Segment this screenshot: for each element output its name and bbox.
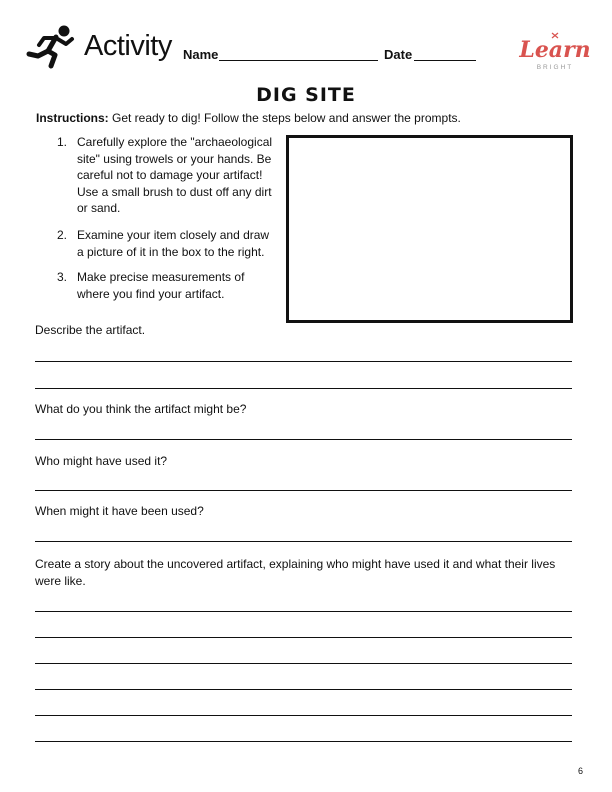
learn-bright-logo: [518, 30, 592, 72]
instructions-text: Get ready to dig! Follow the steps below and answer the prompts.: [108, 111, 461, 125]
question-describe: Describe the artifact.: [35, 323, 146, 337]
step-text: Make precise measurements of where you find your artifact.: [77, 270, 245, 301]
answer-line[interactable]: [35, 663, 572, 664]
running-person-icon: [26, 24, 78, 70]
step-number: 1.: [57, 135, 68, 149]
answer-line[interactable]: [35, 490, 572, 491]
answer-line[interactable]: [35, 439, 572, 440]
answer-line[interactable]: [35, 637, 572, 638]
step-text: Examine your item closely and draw a picture of it in the box to the right.: [77, 228, 270, 259]
question-what: What do you think the artifact might be?: [35, 402, 247, 416]
answer-line[interactable]: [35, 541, 572, 542]
page-title: DIG SITE: [256, 84, 356, 106]
name-field[interactable]: [219, 60, 378, 61]
page-number: 6: [578, 766, 584, 776]
step-number: 3.: [57, 270, 68, 284]
drawing-box[interactable]: [286, 135, 573, 323]
answer-line[interactable]: [35, 689, 572, 690]
date-label: Date: [384, 47, 413, 62]
answer-line[interactable]: [35, 715, 572, 716]
activity-heading: Activity: [84, 30, 172, 62]
step-number: 2.: [57, 228, 68, 242]
story-prompt: Create a story about the uncovered artifact, explaining who might have used it and what their lives were like.: [35, 557, 556, 588]
instructions-lead: Instructions:: [36, 111, 109, 125]
question-when: When might it have been used?: [35, 504, 204, 518]
answer-line[interactable]: [35, 611, 572, 612]
step-text: Carefully explore the "archaeological site" using trowels or your hands. Be careful not to damage your artifact! Use a small brush to dust off any dirt or sand.: [77, 135, 273, 215]
name-label: Name: [183, 47, 219, 62]
logo-subtext: BRIGHT: [536, 64, 574, 71]
question-who: Who might have used it?: [35, 454, 168, 468]
logo-text: Learn: [519, 37, 591, 63]
answer-line[interactable]: [35, 741, 572, 742]
answer-line[interactable]: [35, 388, 572, 389]
date-field[interactable]: [414, 60, 476, 61]
instructions: [36, 111, 461, 125]
answer-line[interactable]: [35, 361, 572, 362]
